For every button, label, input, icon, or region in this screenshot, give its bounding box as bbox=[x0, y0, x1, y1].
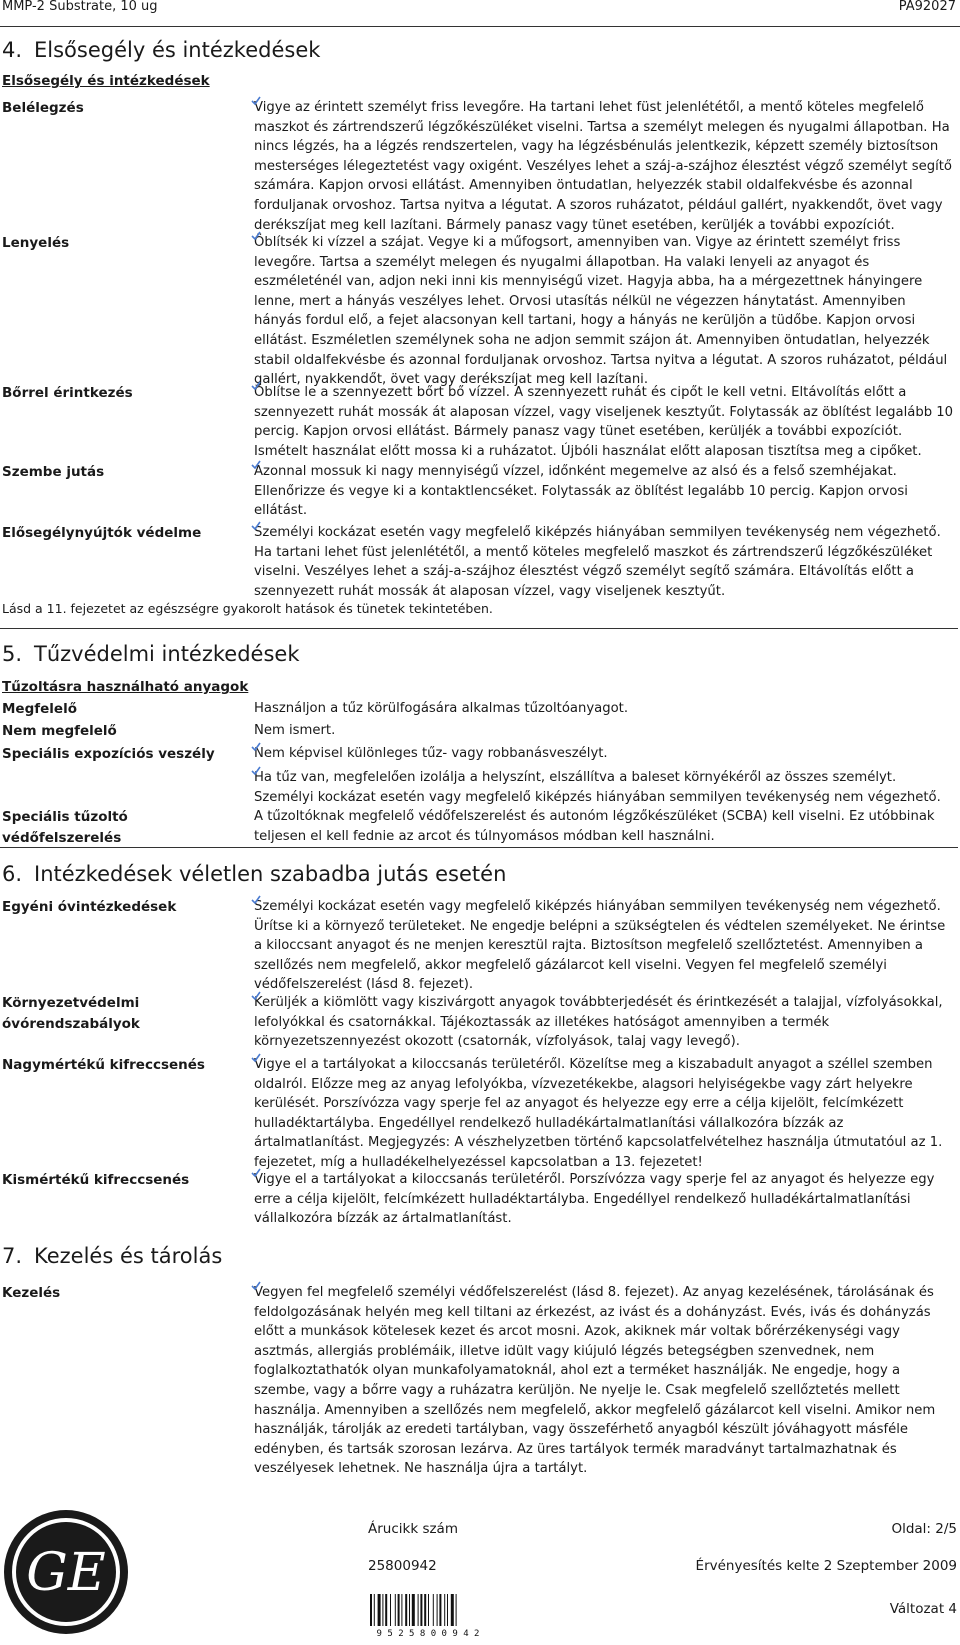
label-suitable: Megfelelő bbox=[2, 701, 77, 717]
label-ingestion: Lenyelés bbox=[2, 235, 70, 251]
text-large-spill: Vigye el a tartályokat a kiloccsanás területéről. Közelítse meg a kiszabadult anyagot a széllel szemben oldalról. Előzze meg az anyag lefolyókba, vízvezetékekbe, alagsori helyiségekbe vagy zárt helyekre kerülését. Porszívózza vagy sperje fel az anyagot és helyezze egy erre a célja kijelölt, felcímkézett hulladéktartályba. Engedéllyel rendelkező hulladékártalmatlanítási vállalkozóra bízzák az ártalmatlanítást. Megjegyzés: A vészhelyzetben történő kapcsolatfelvételhez használja útmutatóul az 1. fejezetet, míg a hulladékelhelyezéssel kapcsolatban a 13. fejezetet! bbox=[254, 1055, 957, 1173]
check-mark-icon bbox=[251, 521, 261, 531]
document-code: PA92027 bbox=[898, 0, 956, 14]
section-5-heading: 5. Tűzvédelmi intézkedések bbox=[2, 642, 300, 666]
text-inhalation: Vigye az érintett személyt friss levegőre. Ha tartani lehet füst jelenlététől, a mentő köteles megfelelő maszkot és zártrendszerű légzőkészüléket viselni. Tartsa a személyt melegen és nyugalmi állapotban. Ha nincs légzés, ha a légzés rendszertelen, vagy ha légzésbénulás jelentkezik, képzett személy biztosítson mesterséges lélegeztetést vagy oxigént. Veszélyes lehet a száj-a-szájhoz élesztést végző személyt segítő számára. Kapjon orvosi ellátást. Amennyiben öntudatlan, helyezzék stabil oldalfekvésbe és azonnal forduljanak orvoshoz. Tartsa nyitva a légutat. A szoros ruházatot, például gallért, nyakkendőt, övet vagy derékszíjat meg kell lazítani. Bármely panasz vagy tünet esetében, kerüljék a további expozíciót. bbox=[254, 98, 957, 235]
label-special-exposure-hazard: Speciális expozíciós veszély bbox=[2, 746, 215, 762]
label-not-suitable: Nem megfelelő bbox=[2, 723, 117, 739]
barcode bbox=[368, 1594, 488, 1638]
svg-text:GE: GE bbox=[26, 1543, 106, 1603]
check-mark-icon bbox=[251, 1281, 261, 1291]
version: Változat 4 bbox=[889, 1601, 957, 1617]
label-handling: Kezelés bbox=[2, 1285, 61, 1301]
check-mark-icon bbox=[251, 381, 261, 391]
section-divider bbox=[0, 847, 958, 848]
check-mark-icon bbox=[251, 895, 261, 905]
text-suitable: Használjon a tűz körülfogására alkalmas tűzoltóanyagot. bbox=[254, 701, 629, 716]
text-firefighter-equipment: A tűzoltóknak megfelelő védőfelszerelést és autonóm légzőkészüléket (SCBA) kell viselni. Ez utóbbinak teljesen el kell fednie az arcot és túlnyomásos módban kell használni. bbox=[254, 809, 935, 844]
ge-logo bbox=[2, 1508, 130, 1636]
check-mark-icon bbox=[251, 231, 261, 241]
section-4-note: Lásd a 11. fejezetet az egészségre gyakorolt hatások és tünetek tekintetében. bbox=[2, 601, 493, 616]
section-4-heading: 4. Elsősegély és intézkedések bbox=[2, 38, 321, 62]
text-small-spill: Vigye el a tartályokat a kiloccsanás területéről. Porszívózza vagy sperje fel az anyagot és helyezze egy erre a célja kijelölt, felcímkézett hulladéktartályba. Engedéllyel rendelkező hulladékártalmatlanítási vállalkozóra bízzák az ártalmatlanítást. bbox=[254, 1170, 957, 1229]
section-4-subtitle: Elsősegély és intézkedések bbox=[2, 73, 210, 89]
text-skin-contact: Öblítse le a szennyezett bőrt bő vízzel. A szennyezett ruhát és cipőt le kell vetni. Eltávolítás előtt a szennyezett ruhát mossák át alaposan vízzel, vagy viseljenek kesztyűt. Folytassák az öblítést legalább 10 percig. Kapjon orvosi ellátást. Bármely panasz vagy tünet esetében, kerüljék a további expozíciót. Ismételt használat előtt mossa ki a ruházatot. Újbóli használat előtt alaposan tisztítsa meg a cipőket. bbox=[254, 383, 957, 461]
text-not-suitable: Nem ismert. bbox=[254, 723, 336, 738]
text-fire-isolation: Ha tűz van, megfelelően izolálja a helyszínt, elszállítva a baleset környékéről az összes személyt. Személyi kockázat esetén vagy megfelelő kiképzés hiányában semmilyen tevékenység nem végezhető. bbox=[254, 768, 957, 807]
check-mark-icon bbox=[251, 460, 261, 470]
label-skin-contact: Bőrrel érintkezés bbox=[2, 385, 133, 401]
text-handling: Vegyen fel megfelelő személyi védőfelszerelést (lásd 8. fejezet). Az anyag kezelésének, tárolásának és feldolgozásának helyén meg kell tiltani az érkezést, az ivást és a dohányzást. Evés, ivás és dohányzás előtt a munkások kötelesek kezet és arcot mosni. Azok, akiknek már voltak bőrérzékenységi vagy asztmás, allergiás problémáik, illetve idült vagy kiújuló légzés betegségben szenvednek, nem foglalkoztathatók olyan munkafolyamatoknál, ahol ezt a terméket használják. Ne engedje, hogy a szembe, vagy a bőrre vagy a ruházatra kerüljön. Ne nyelje le. Csak megfelelő szellőztetés mellett használja. Amennyiben a szellőzés nem megfelelő, akkor megfelelő gázálarcot kell viselni. Amikor nem használják, tárolják az eredeti tartályban, vagy összeférhető anyagból készült jóváhagyott másféle edényben, és tartsák szorosan lezárva. Az üres tartályok termék maradványt tartalmazhatnak és veszélyesek lehetnek. Ne használja újra a tartályt. bbox=[254, 1283, 957, 1479]
check-mark-icon bbox=[251, 1168, 261, 1178]
label-personal-precautions: Egyéni óvintézkedések bbox=[2, 899, 177, 915]
label-inhalation: Belélegzés bbox=[2, 100, 84, 116]
section-7-heading: 7. Kezelés és tárolás bbox=[2, 1244, 223, 1268]
label-eye-contact: Szembe jutás bbox=[2, 464, 105, 480]
label-large-spill: Nagymértékű kifreccsenés bbox=[2, 1057, 205, 1073]
check-mark-icon bbox=[251, 766, 261, 776]
label-first-aider-protection: Elősegélynyújtók védelme bbox=[2, 525, 202, 541]
page-number: Oldal: 2/5 bbox=[891, 1521, 957, 1537]
section-5-subtitle: Tűzoltásra használható anyagok bbox=[2, 679, 249, 695]
check-mark-icon bbox=[251, 742, 261, 752]
label-environmental-precautions: Környezetvédelmi óvórendszabályok bbox=[2, 995, 140, 1032]
label-firefighter-equipment: Speciális tűzoltó védőfelszerelés bbox=[2, 809, 128, 846]
svg-text:9 5 2 5 8 0 0 9 4 2: 9 5 2 5 8 0 0 9 4 2 bbox=[376, 1629, 480, 1638]
section-divider bbox=[0, 628, 958, 629]
text-environmental-precautions: Kerüljék a kiömlött vagy kiszivárgott anyagok továbbterjedését és érintkezését a talajjal, vízfolyásokkal, lefolyókkal és csatornákkal. Tájékoztassák az illetékes hatóságot amennyiben a termék környezetszennyezést okozott (csatornák, vízfolyások, talaj vagy levegő). bbox=[254, 993, 957, 1052]
validity-date: Érvényesítés kelte 2 Szeptember 2009 bbox=[695, 1558, 957, 1574]
page-header bbox=[0, 0, 960, 27]
product-name: MMP-2 Substrate, 10 ug bbox=[2, 0, 158, 14]
text-special-exposure-hazard: Nem képvisel különleges tűz- vagy robbanásveszélyt. bbox=[254, 744, 957, 764]
text-personal-precautions: Személyi kockázat esetén vagy megfelelő kiképzés hiányában semmilyen tevékenység nem végezhető. Ürítse ki a környező területeket. Ne engedje belépni a szükségtelen és védtelen személyeket. Ne érintse a kiloccsant anyagot és ne menjen keresztül rajta. Biztosítson megfelelő szellőztetést. Amennyiben a szellőzés nem megfelelő, akkor megfelelő gázálarcot kell viselni. Vegyen fel megfelelő személyi védőfelszerelést (lásd 8. fejezet). bbox=[254, 897, 957, 995]
label-small-spill: Kismértékű kifreccsenés bbox=[2, 1172, 190, 1188]
check-mark-icon bbox=[251, 96, 261, 106]
text-first-aider-protection: Személyi kockázat esetén vagy megfelelő kiképzés hiányában semmilyen tevékenység nem végezhető. Ha tartani lehet füst jelenlététől, a mentő köteles megfelelő maszkot és zártrendszerű légzőkészüléket viselni. Veszélyes lehet a száj-a-szájhoz élesztést végző személyt segítő számára. Eltávolítás előtt a szennyezett ruhát mossák át alaposan vízzel, vagy viseljenek kesztyűt. bbox=[254, 523, 957, 601]
article-number: 25800942 bbox=[368, 1558, 437, 1574]
check-mark-icon bbox=[251, 1053, 261, 1063]
text-ingestion: Öblítsék ki vízzel a szájat. Vegye ki a műfogsort, amennyiben van. Vigye az érintett személyt friss levegőre. Tartsa a személyt melegen és nyugalmi állapotban. Ha valaki lenyeli az anyagot és eszméleténél van, adjon neki inni kis mennyiségű vizet. Hagyja abba, ha a mérgezettnek hányingere lenne, mert a hányás veszélyes lehet. Orvosi utasítás nélkül ne végezzen hánytatást. Amennyiben hányás fordul elő, a fejet alacsonyan kell tartani, hogy a hányás ne kerüljön a tüdőbe. Kapjon orvosi ellátást. Eszméletlen személynek soha ne adjon semmit szájon át. Amennyiben öntudatlan, helyezzék stabil oldalfekvésbe és azonnal forduljanak orvoshoz. Tartsa nyitva a légutat. A szoros ruházatot, például gallért, nyakkendőt, övet vagy derékszíjat meg kell lazítani. bbox=[254, 233, 957, 390]
text-eye-contact: Azonnal mossuk ki nagy mennyiségű vízzel, időnként megemelve az alsó és a felső szemhéjakat. Ellenőrizze és vegye ki a kontaktlencséket. Folytassák az öblítést legalább 10 percig. Kapjon orvosi ellátást. bbox=[254, 462, 957, 521]
article-number-label: Árucikk szám bbox=[368, 1521, 458, 1537]
section-6-heading: 6. Intézkedések véletlen szabadba jutás esetén bbox=[2, 862, 507, 886]
check-mark-icon bbox=[251, 991, 261, 1001]
